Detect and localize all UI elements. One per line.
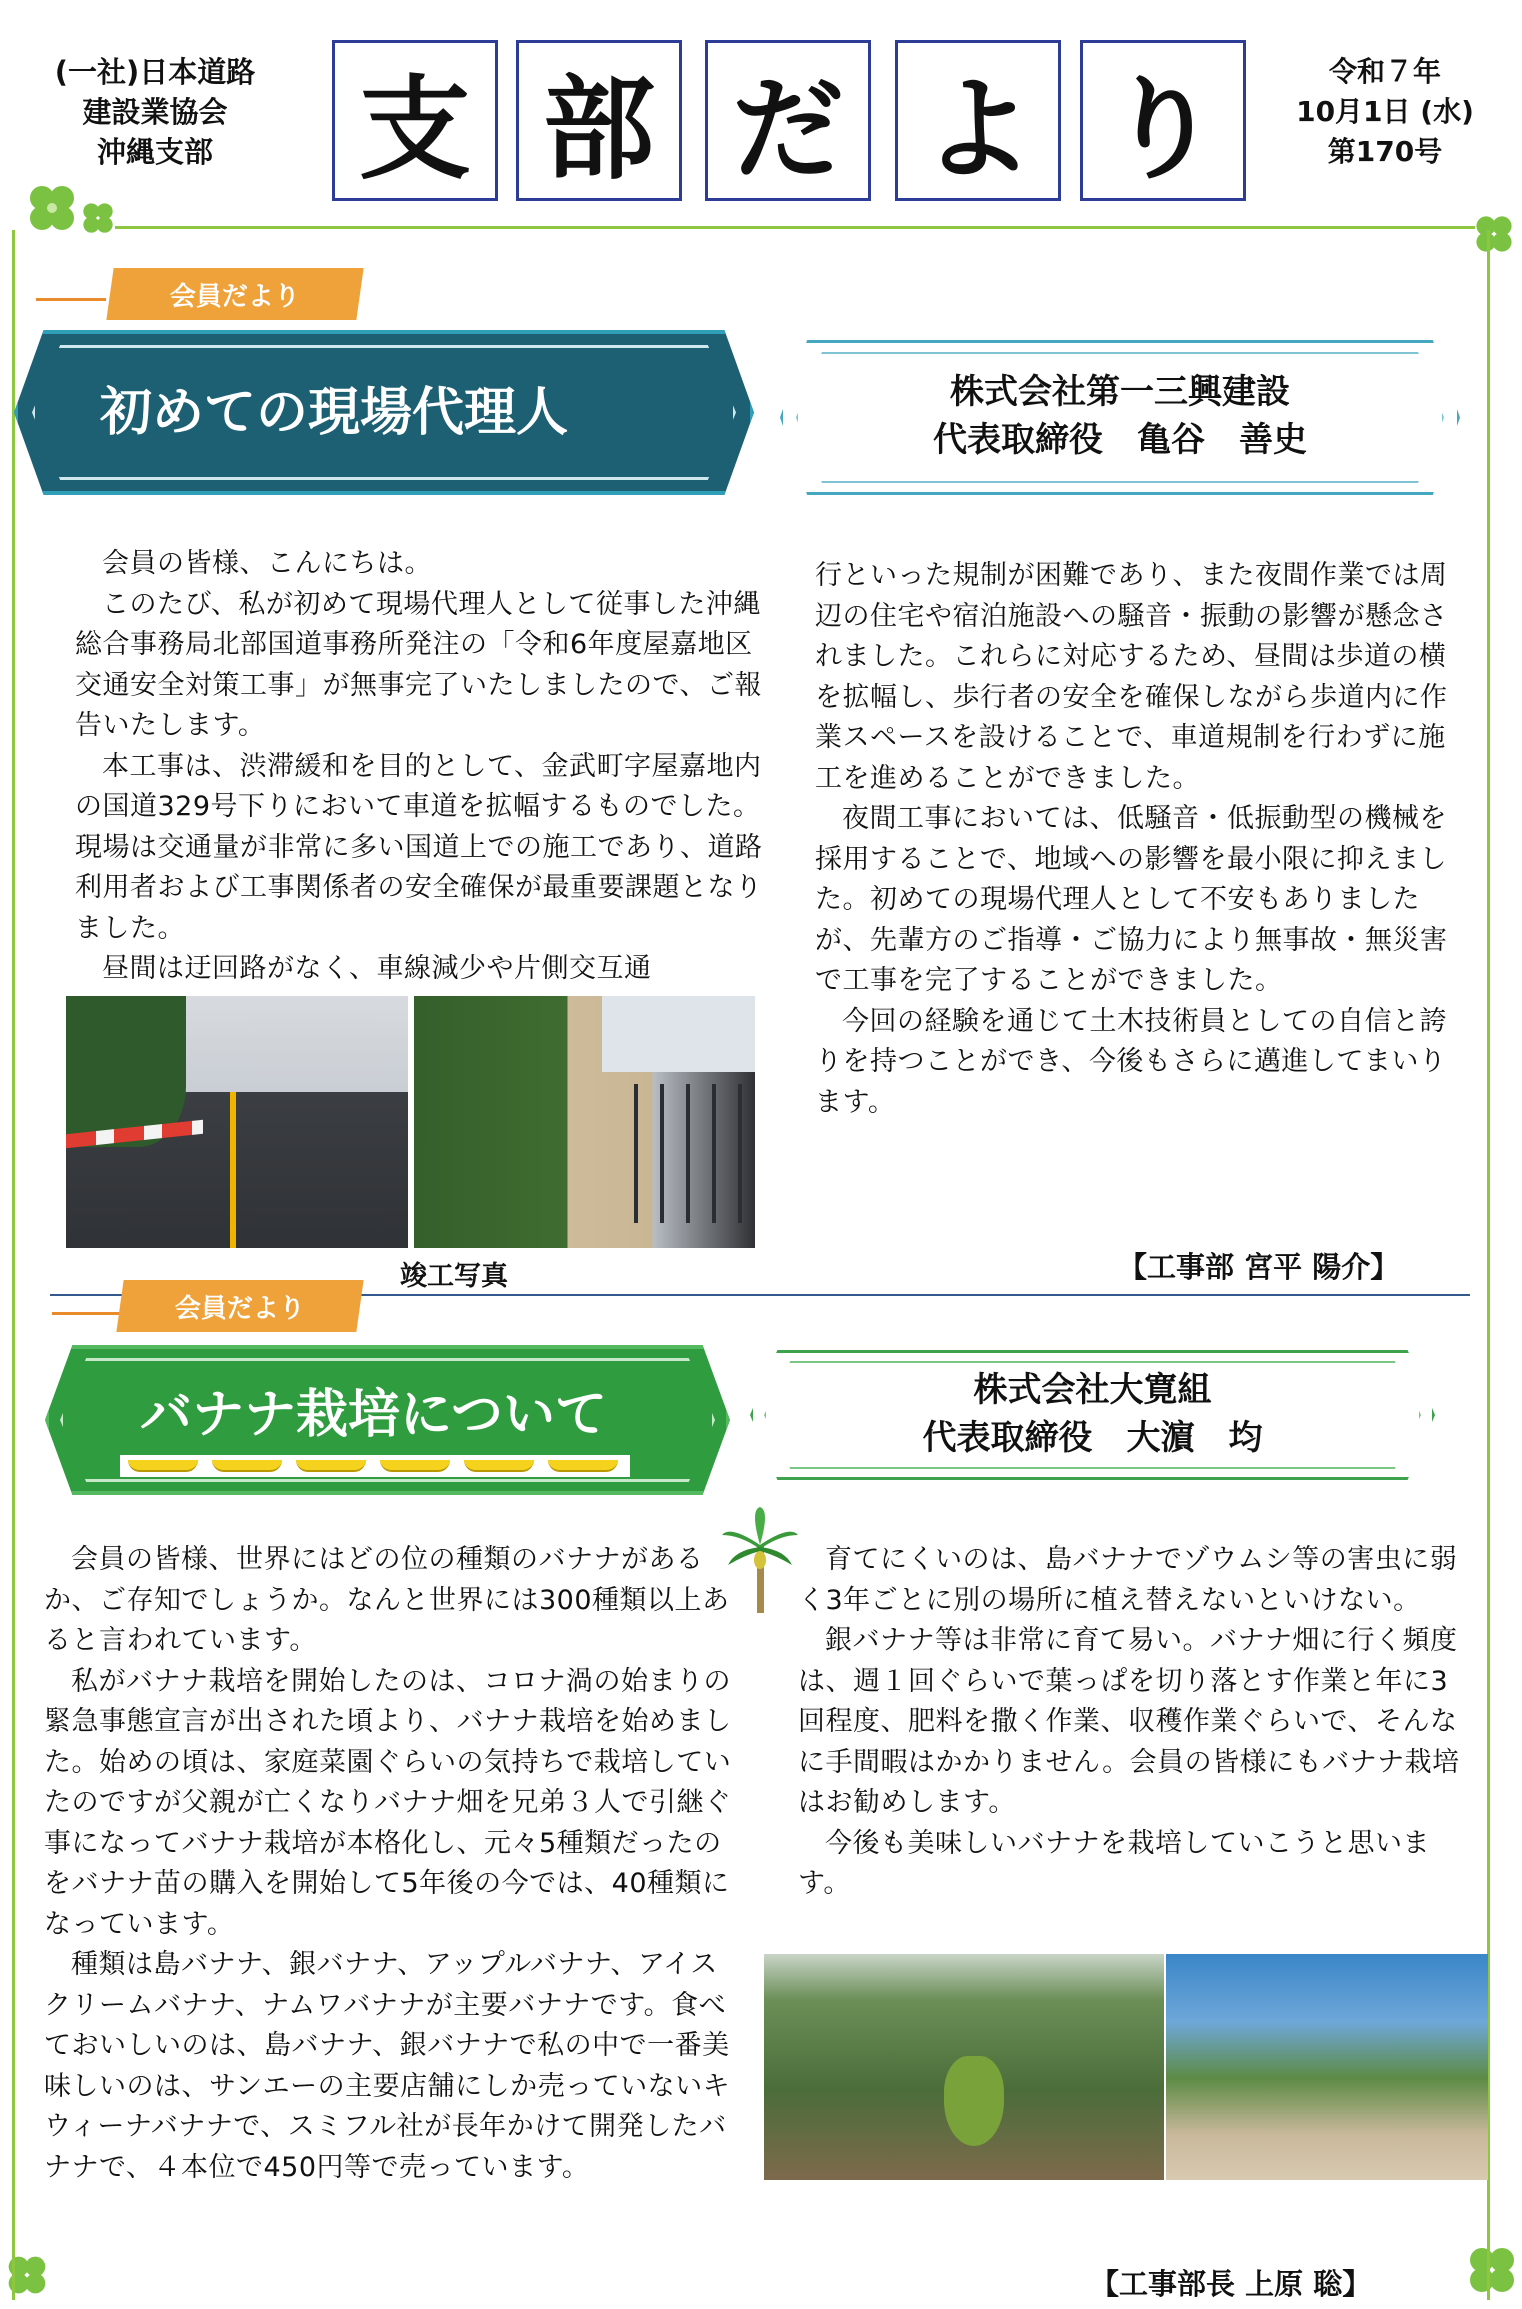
- paragraph: 今後も美味しいバナナを栽培していこうと思います。: [798, 1827, 1430, 1899]
- paragraph: 本工事は、渋滞緩和を目的として、金武町字屋嘉地内の国道329号下りにおいて車道を拡幅するものでした。現場は交通量が非常に多い国道上での施工であり、道路利用者および工事関係者の安全確保が最重要課題となりました。: [75, 750, 763, 944]
- organization-name: [40, 52, 270, 172]
- issue-era-year: 令和７年: [1328, 55, 1441, 88]
- author-name: 代表取締役 亀谷 善史: [933, 420, 1307, 460]
- clover-icon: [22, 178, 82, 238]
- title-char: 支: [359, 65, 471, 195]
- section-tag-label: 会員だより: [174, 1293, 305, 1324]
- title-char: 部: [543, 65, 655, 195]
- company-name: 株式会社大寛組: [973, 1370, 1212, 1410]
- paragraph-continuation: 行といった規制が困難であり、また夜間作業では周辺の住宅や宿泊施設への騒音・振動の影響が懸念されました。これらに対応するため、昼間は歩道の横を拡幅し、歩行者の安全を確保しながら歩道内に作業スペースを設けることで、車道規制を行わずに施工を進めることができました。: [815, 560, 1448, 794]
- section-tag: [116, 1280, 363, 1332]
- title-char-box: [332, 40, 498, 201]
- title-char-box: [705, 40, 871, 201]
- paragraph: このたび、私が初めて現場代理人として従事した沖縄総合事務局北部国道事務所発注の「令和6年度屋嘉地区交通安全対策工事」が無事完了いたしましたので、ご報告いたします。: [75, 588, 762, 741]
- article-heading: バナナ栽培について: [140, 1385, 607, 1445]
- paragraph: 今回の経験を通じて土木技術員としての自信と誇りを持つことができ、今後もさらに邁進してまいります。: [815, 1005, 1447, 1118]
- paragraph: 私がバナナ栽培を開始したのは、コロナ渦の始まりの緊急事態宣言が出された頃より、バナナ栽培を始めました。始めの頃は、家庭菜園ぐらいの気持ちで栽培していたのですが父親が亡くなりバナナ畑を兄弟３人で引継ぐ事になってバナナ栽培が本格化し、元々5種類だったのをバナナ苗の購入を開始して5年後の今では、40種類になっています。: [44, 1665, 732, 1940]
- org-line: 沖縄支部: [96, 135, 213, 169]
- photo-caption: 竣工写真: [400, 1261, 508, 1292]
- article-signature: 【工事部長 上原 聡】: [1090, 2267, 1372, 2301]
- article-heading: 初めての現場代理人: [100, 383, 569, 443]
- title-char-box: [1080, 40, 1246, 201]
- tag-arrow-line: [52, 1312, 122, 1315]
- issue-date: 10月1日 (水): [1296, 95, 1474, 128]
- paragraph: 育てにくいのは、島バナナでゾウムシ等の害虫に弱く3年ごとに別の場所に植え替えないといけない。: [798, 1544, 1458, 1616]
- paragraph: 夜間工事においては、低騒音・低振動型の機械を採用することで、地域への影響を最小限に抑えました。初めての現場代理人として不安もありましたが、先輩方のご指導・ご協力により無事故・無災害で工事を完了することができました。: [815, 803, 1448, 996]
- article-signature: 【工事部 宮平 陽介】: [1118, 1250, 1400, 1284]
- title-char-box: [895, 40, 1061, 201]
- title-char: よ: [922, 65, 1034, 195]
- org-line: (一社)日本道路: [54, 55, 256, 89]
- road-completion-photo: [66, 996, 408, 1248]
- banana-plantation-photo: [764, 1954, 1164, 2180]
- frame-top-line: [115, 226, 1475, 229]
- article-right-column: [798, 1540, 1463, 1905]
- banana-field-photo: [1166, 1954, 1488, 2180]
- article-left-column: [44, 1540, 734, 2188]
- paragraph: 種類は島バナナ、銀バナナ、アップルバナナ、アイスクリームバナナ、ナムワバナナが主要バナナです。食べておいしいのは、島バナナ、銀バナナで私の中で一番美味しいのは、サンエーの主要店舗にしか売っていないキウィーナバナナで、スミフル社が長年かけて開発したバナナで、４本位で450円等で売っています。: [44, 1949, 731, 2183]
- author-info: [770, 1366, 1415, 1462]
- paragraph: 昼間は迂回路がなく、車線減少や片側交互通: [102, 953, 652, 984]
- sidewalk-completion-photo: [414, 996, 755, 1248]
- tag-arrow-line: [36, 298, 106, 301]
- section-tag-label: 会員だより: [169, 281, 300, 312]
- title-char-box: [516, 40, 682, 201]
- org-line: 建設業協会: [82, 95, 228, 129]
- paragraph: 銀バナナ等は非常に育て易い。バナナ畑に行く頻度は、週１回ぐらいで葉っぱを切り落とす作業と年に3回程度、肥料を撒く作業、収穫作業ぐらいで、そんなに手間暇はかかりません。会員の皆様にもバナナ栽培はお勧めします。: [798, 1625, 1460, 1818]
- company-name: 株式会社第一三興建設: [950, 372, 1290, 412]
- paragraph: 会員の皆様、こんにちは。: [102, 548, 432, 579]
- issue-number: 第170号: [1327, 135, 1443, 168]
- article-right-column: [815, 556, 1460, 1123]
- author-info: [800, 368, 1440, 464]
- banana-decoration: [120, 1455, 630, 1477]
- issue-info: [1290, 52, 1480, 172]
- title-char: り: [1107, 65, 1219, 195]
- paragraph: 会員の皆様、世界にはどの位の種類のバナナがあるか、ご存知でしょうか。なんと世界には300種類以上あると言われています。: [44, 1544, 730, 1656]
- article-left-column: [75, 544, 765, 990]
- title-char: だ: [732, 65, 844, 195]
- author-name: 代表取締役 大濵 均: [922, 1418, 1263, 1458]
- section-tag: [106, 268, 363, 320]
